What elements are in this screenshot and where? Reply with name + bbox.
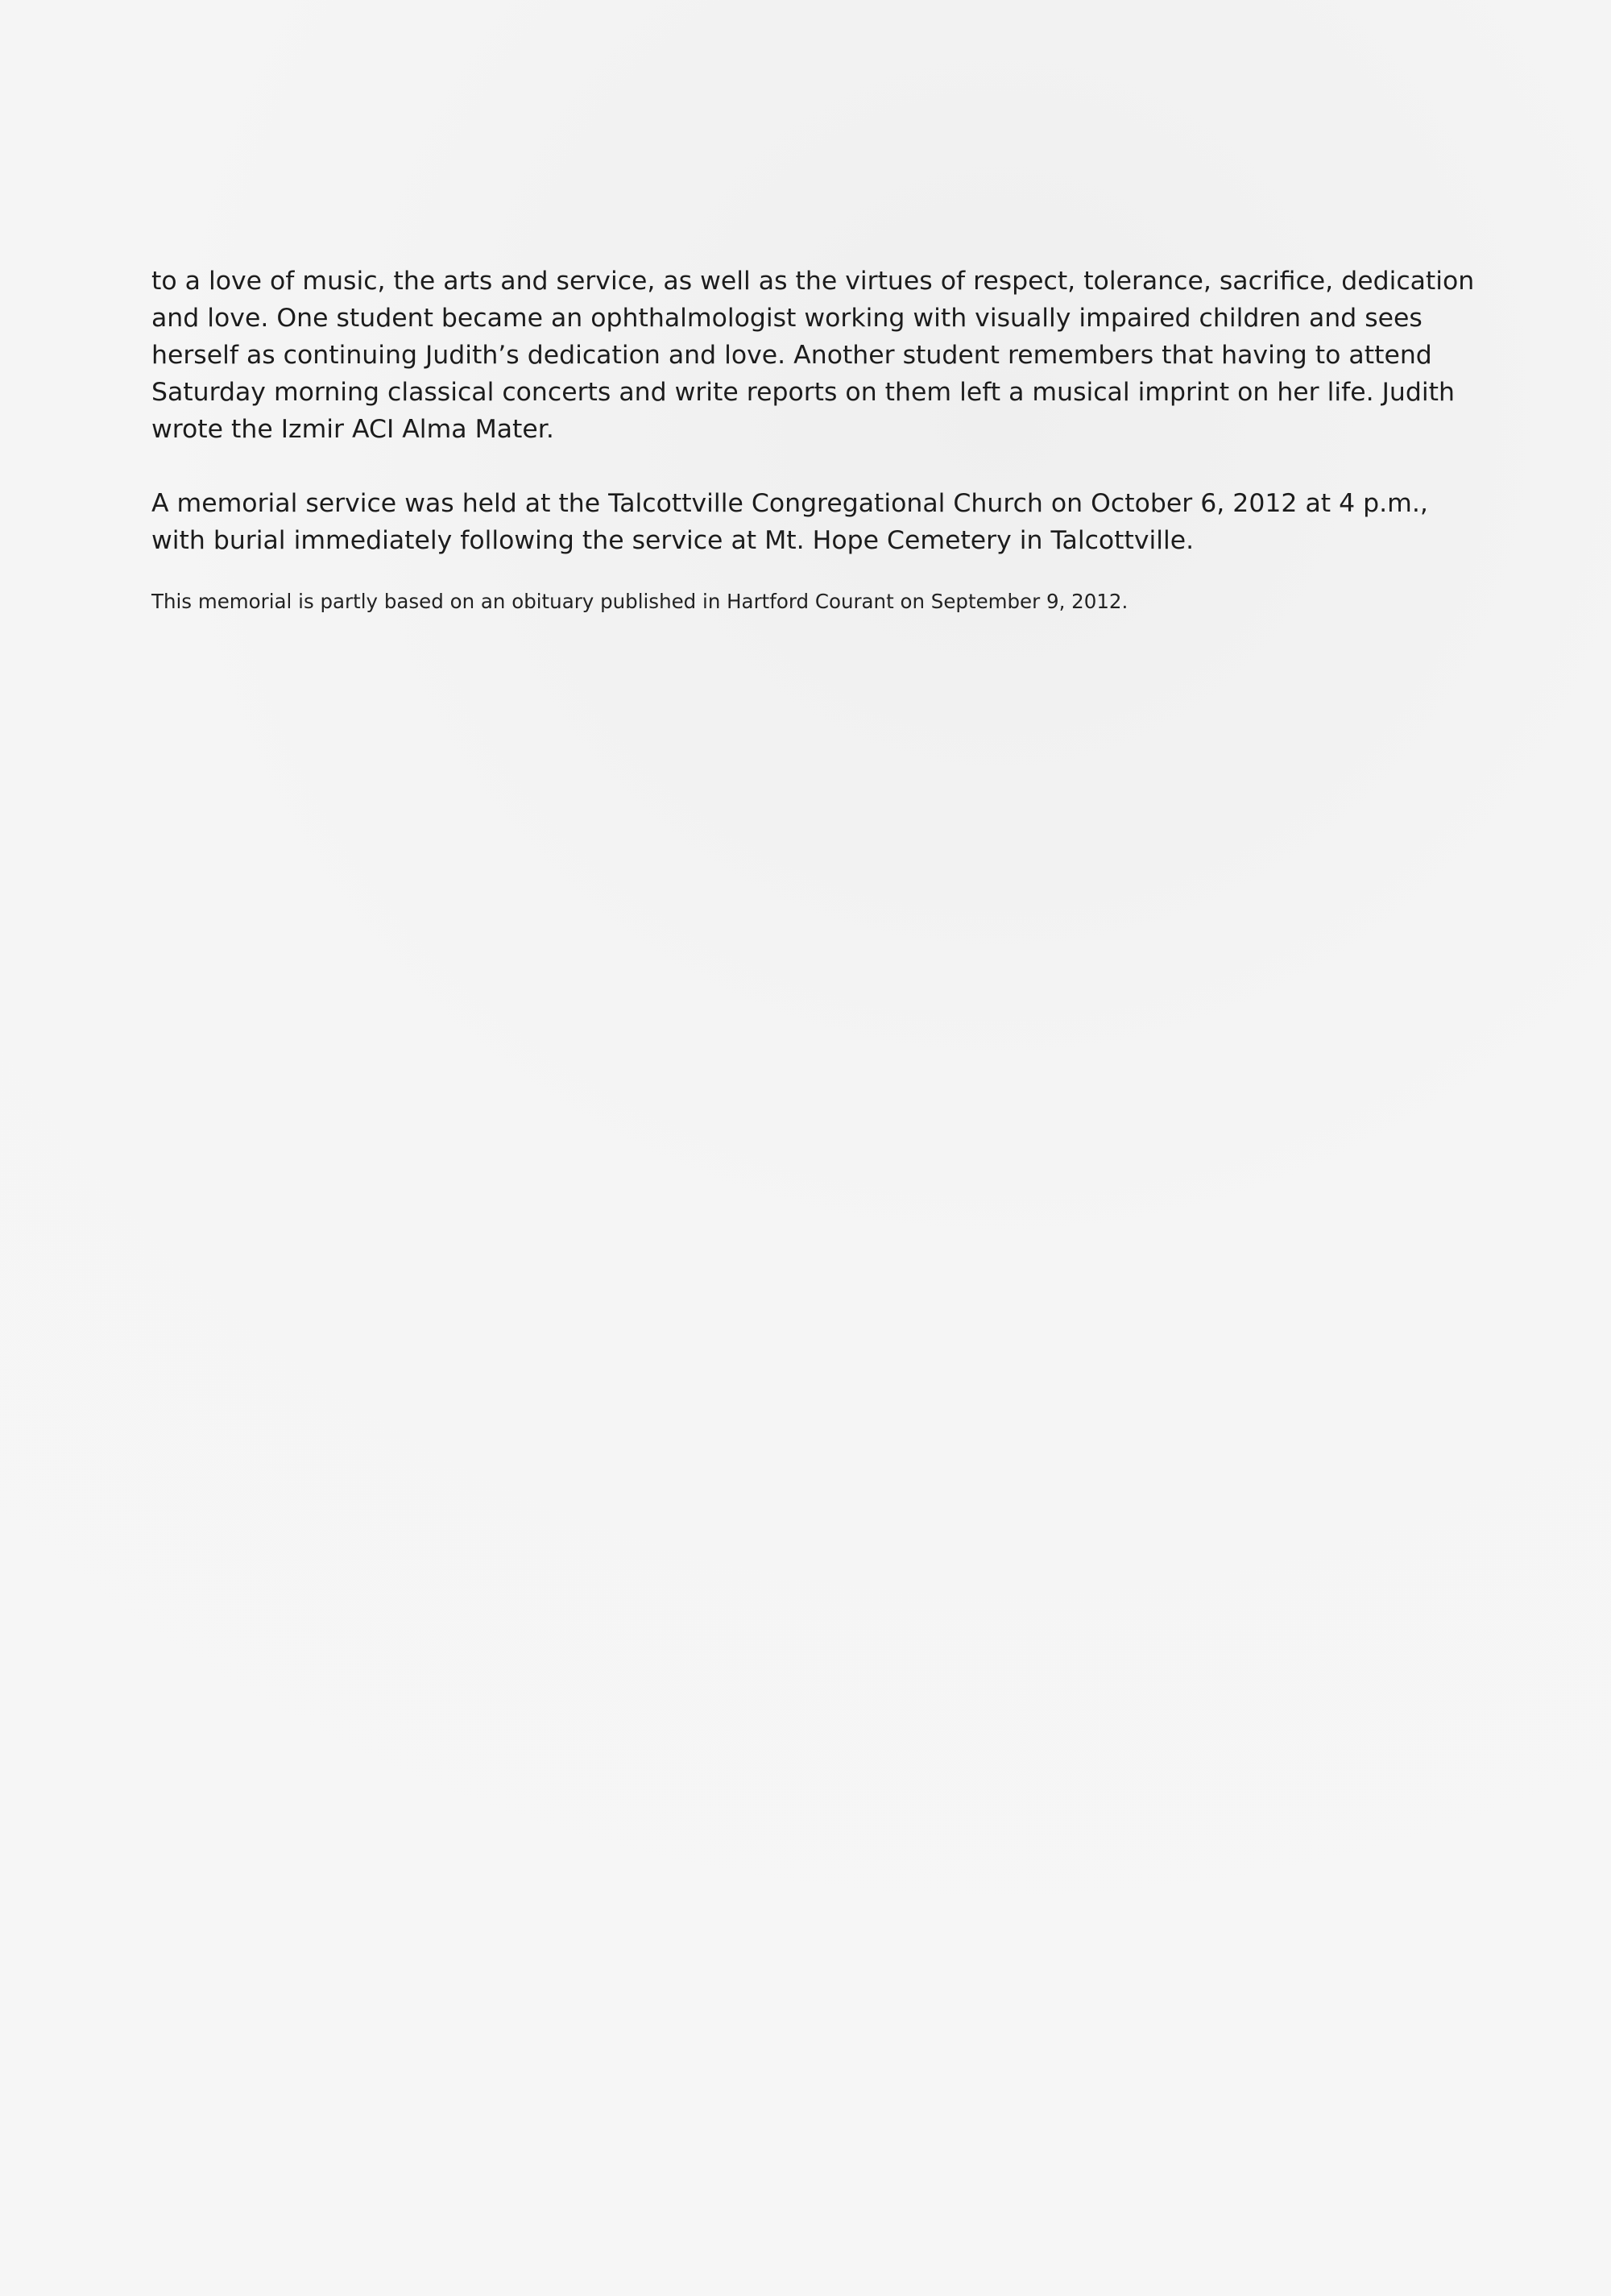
text-line: to a love of music, the arts and service, as well as the virtues of respect, tolerance, sacrifice, dedication [151, 267, 1475, 296]
text-line: wrote the Izmir ACI Alma Mater. [151, 415, 554, 444]
paragraph-memorial-service [151, 485, 1521, 559]
text-line: A memorial service was held at the Talcottville Congregational Church on October 6, 2012 at 4 p.m., [151, 489, 1428, 518]
text-line: with burial immediately following the service at Mt. Hope Cemetery in Talcottville. [151, 526, 1195, 555]
source-footnote: This memorial is partly based on an obituary published in Hartford Courant on September 9, 2012. [151, 590, 1129, 613]
document-body [151, 263, 1521, 615]
text-line: Saturday morning classical concerts and write reports on them left a musical imprint on her life. Judith [151, 378, 1455, 407]
paragraph-music-legacy [151, 263, 1521, 448]
text-line: herself as continuing Judith’s dedication and love. Another student remembers that having to attend [151, 341, 1432, 370]
text-line: and love. One student became an ophthalmologist working with visually impaired children and sees [151, 304, 1423, 333]
